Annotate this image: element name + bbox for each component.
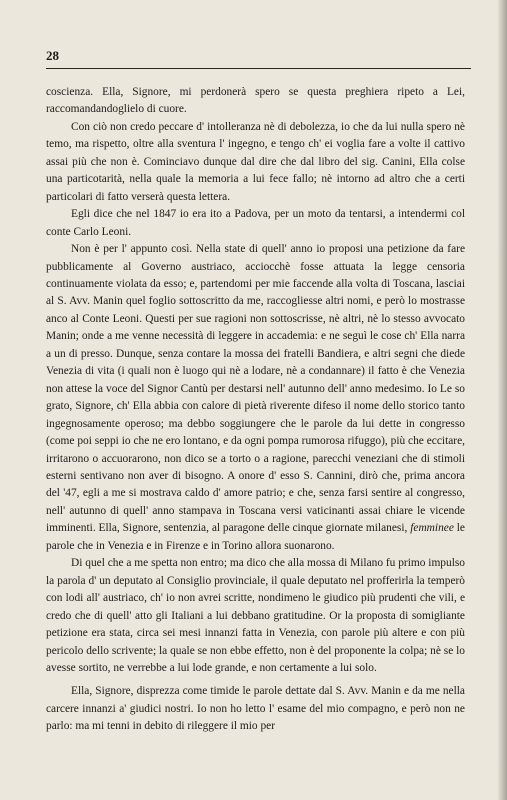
paragraph-6: Ella, Signore, disprezza come timide le parole dettate dal S. Avv. Manin e da me nella carcere innanzi a' giudici nostri. Io non ho letto l' esame del mio compagno, e però non ne parlo: ma mi tenni in debito di rileggere il mio per [46,685,465,733]
page-number: 28 [46,48,59,63]
paragraph-1: coscienza. Ella, Signore, mi perdonerà spero se questa preghiera ripeto a Lei, raccomandandoglielo di cuore. [46,86,465,116]
paragraph-5: Di quel che a me spetta non entro; ma dico che alla mossa di Milano fu primo impulso la parola d' un deputato al Consiglio provinciale, il quale deputato nel profferirla la temperò con lodi all' austriaco, ch' io non avrei scritte, nondimeno le giudico più prudenti che vili, e credo che di quell' atto gli Italiani a lui debbano gratitudine. Or la proposta di somigliante petizione era stata, circa sei mesi innanzi fatta in Venezia, con parole più altere e con più pericolo dello scrivente; la quale se non ebbe effetto, non è del proponente la colpa; nè se lo avesse sortito, ne verrebbe a lui lode grande, e non certamente a lui solo. [46,557,465,674]
page-edge-shadow [497,0,507,800]
paragraph-4-text: Non è per l' appunto così. Nella state di quell' anno io proposi una petizione da fare pubblicamente al Governo austriaco, acciocchè fosse attuata la legge censoria continuamente violata da esso; e, partendomi per mie faccende alla volta di Toscana, lasciai al S. Avv. Manin quel foglio sottoscritto da me, raccogliesse altri nomi, e però lo mostrasse anco al Conte Leoni. Questi per sue ragioni non sottoscrisse, nè altri, nè lo stesso avvocato Manin; onde a me venne necessità di leggere in accademia: e ne seguì le cose ch' Ella narra a un di presso. Dunque, senza contare la mossa dei fratelli Bandiera, e altri segni che diede Venezia di vita (i quali non è luogo qui nè a lodare, nè a condannare) il fatto è che Venezia non attese la voce del Signor Cantù per destarsi nell' autunno dell' anno medesimo. Io Le so grato, Signore, ch' Ella abbia con calore di pietà riverente difeso il nome dello storico tanto ingegnosamente operoso; ma debbo soggiungere che le parole da lui dette in congresso (come poi seppi io che ne ero lontano, e da ogni pompa rumorosa rifuggo), più che eccitare, irritarono o accuorarono, non dico se a torto o a ragione, parecchi veneziani che di stimoli esterni sentivano non aver di bisogno. A onore d' esso S. Cannini, dirò che, prima ancora del '47, egli a me si mostrava caldo d' amore patrio; e che, senza farsi sentire al congresso, nell' autunno di quell' anno stampava in Toscana versi vaticinanti assai chiare le vicende imminenti. Ella, Signore, sentenzia, al paragone delle cinque giornate milanesi, [46,243,465,535]
paragraph-4 [46,241,465,555]
italic-word: femminee [410,522,454,535]
body-text [46,84,465,736]
paragraph-2: Con ciò non credo peccare d' intolleranza nè di debolezza, io che da lui nulla spero nè temo, ma rispetto, oltre alla sventura l' ingegno, e tengo ch' ei voglia fare a volte il cattivo assai più che non è. Cominciavo dunque dal dire che dal libro del sig. Canini, Ella colse una particotarità, nella quale la memoria a lui fece fallo; nè intorno ad altro che a certi particolari di fatto verserà questa lettera. [46,120,465,203]
header-rule [46,68,471,69]
paragraph-4-tail: le parole che in Venezia e in Firenze e in Torino allora suonarono. [46,522,465,552]
paragraph-3: Egli dice che nel 1847 io era ito a Padova, per un moto da tentarsi, a intendermi col conte Carlo Leoni. [46,208,465,238]
